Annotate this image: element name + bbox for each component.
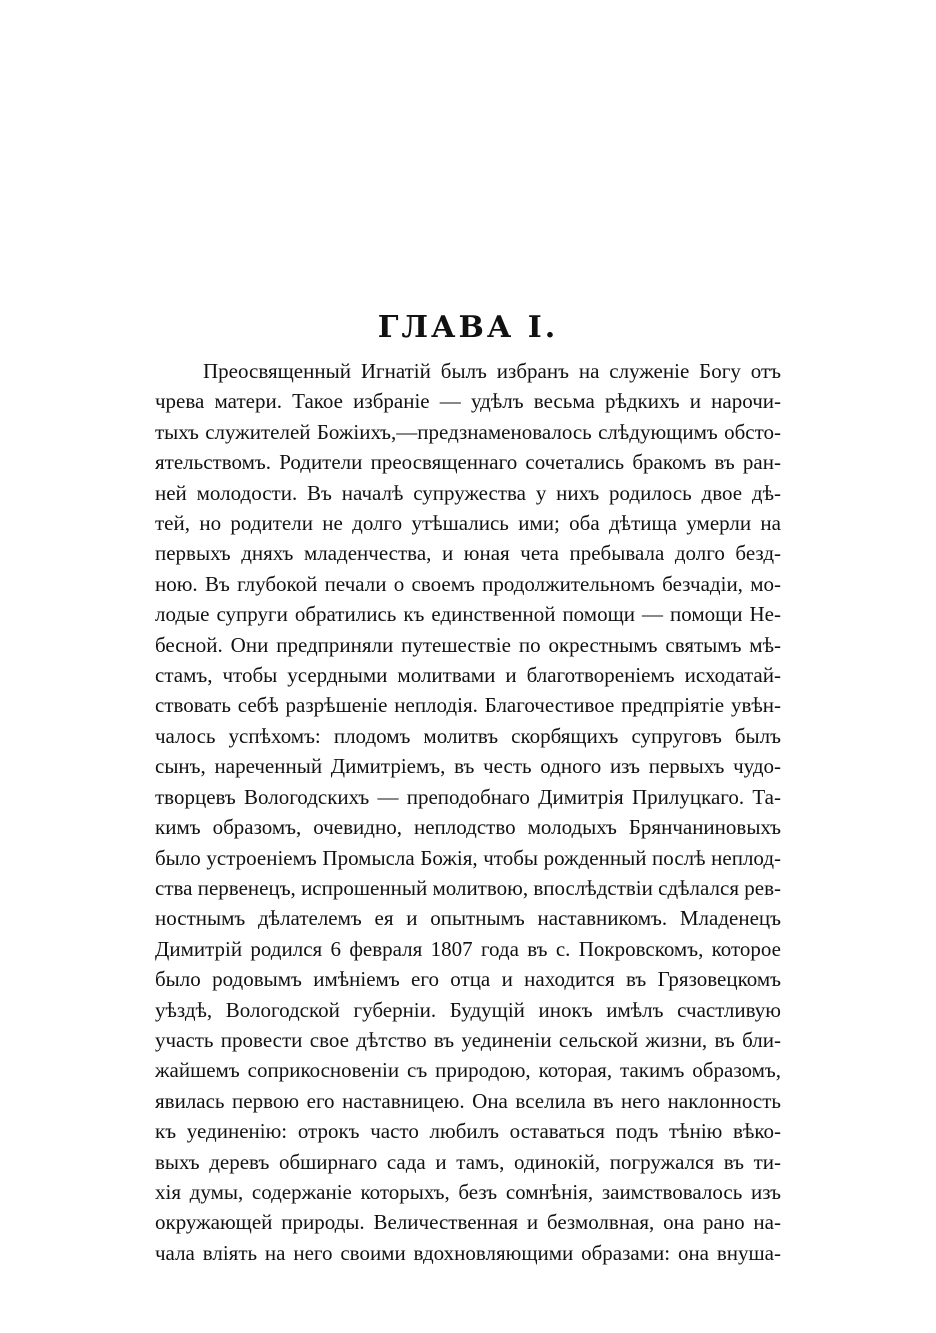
text-line: уѣздѣ, Вологодской губерніи. Будущій инокъ имѣлъ счастливую xyxy=(155,997,781,1022)
text-line: чалось успѣхомъ: плодомъ молитвъ скорбящихъ супруговъ былъ xyxy=(155,723,781,748)
text-line: первыхъ дняхъ младенчества, и юная чета пребывала долго безд- xyxy=(155,541,781,566)
text-line: чала вліять на него своими вдохновляющими образами: она внуша- xyxy=(155,1240,781,1265)
text-line: стамъ, чтобы усердными молитвами и благотвореніемъ исходатай- xyxy=(155,663,781,688)
text-line: тей, но родители не долго утѣшались ими; оба дѣтища умерли на xyxy=(155,511,781,536)
chapter-body-text xyxy=(155,356,781,1268)
text-line: Димитрій родился 6 февраля 1807 года въ с. Покровскомъ, которое xyxy=(155,936,781,961)
text-line: участь провести свое дѣтство въ уединеніи сельской жизни, въ бли- xyxy=(155,1027,781,1052)
text-line: лодые супруги обратились къ единственной помощи — помощи Не- xyxy=(155,602,781,627)
text-line: кимъ образомъ, очевидно, неплодство молодыхъ Брянчаниновыхъ xyxy=(155,815,781,840)
text-line: чрева матери. Такое избраніе — удѣлъ весьма рѣдкихъ и нарочи- xyxy=(155,389,781,414)
text-line: ностнымъ дѣлателемъ ея и опытнымъ наставникомъ. Младенецъ xyxy=(155,906,781,931)
text-line: ятельствомъ. Родители преосвященнаго сочетались бракомъ въ ран- xyxy=(155,450,781,475)
text-line: Преосвященный Игнатій былъ избранъ на служеніе Богу отъ xyxy=(203,359,781,383)
text-line: явилась первою его наставницею. Она вселила въ него наклонность xyxy=(155,1088,781,1113)
text-line: жайшемъ соприкосновеніи съ природою, которая, такимъ образомъ, xyxy=(155,1058,781,1083)
text-line: бесной. Они предприняли путешествіе по окрестнымъ святымъ мѣ- xyxy=(155,632,781,657)
text-line: ней молодости. Въ началѣ супружества у нихъ родилось двое дѣ- xyxy=(155,480,781,505)
text-line: было устроеніемъ Промысла Божія, чтобы рожденный послѣ неплод- xyxy=(155,845,781,870)
text-line: окружающей природы. Величественная и безмолвная, она рано на- xyxy=(155,1210,781,1235)
text-line: ною. Въ глубокой печали о своемъ продолжительномъ безчадіи, мо- xyxy=(155,571,781,596)
text-line: ствовать себѣ разрѣшеніе неплодія. Благочестивое предпріятіе увѣн- xyxy=(155,693,781,718)
text-line: выхъ деревъ обширнаго сада и тамъ, одинокій, погружался въ ти- xyxy=(155,1149,781,1174)
text-line: творцевъ Вологодскихъ — преподобнаго Димитрія Прилуцкаго. Та- xyxy=(155,784,781,809)
text-line: тыхъ служителей Божіихъ,—предзнаменовалось слѣдующимъ обсто- xyxy=(155,419,781,444)
text-line: ства первенецъ, испрошенный молитвою, впослѣдствіи сдѣлался рев- xyxy=(155,875,781,900)
chapter-title: ГЛАВА I. xyxy=(377,310,559,345)
text-line: хія думы, содержаніе которыхъ, безъ сомнѣнія, заимствовалось изъ xyxy=(155,1179,781,1204)
text-line: было родовымъ имѣніемъ его отца и находится въ Грязовецкомъ xyxy=(155,967,781,992)
text-line: сынъ, нареченный Димитріемъ, въ честь одного изъ первыхъ чудо- xyxy=(155,754,781,779)
text-line: къ уединенію: отрокъ часто любилъ оставаться подъ тѣнію вѣко- xyxy=(155,1119,781,1144)
